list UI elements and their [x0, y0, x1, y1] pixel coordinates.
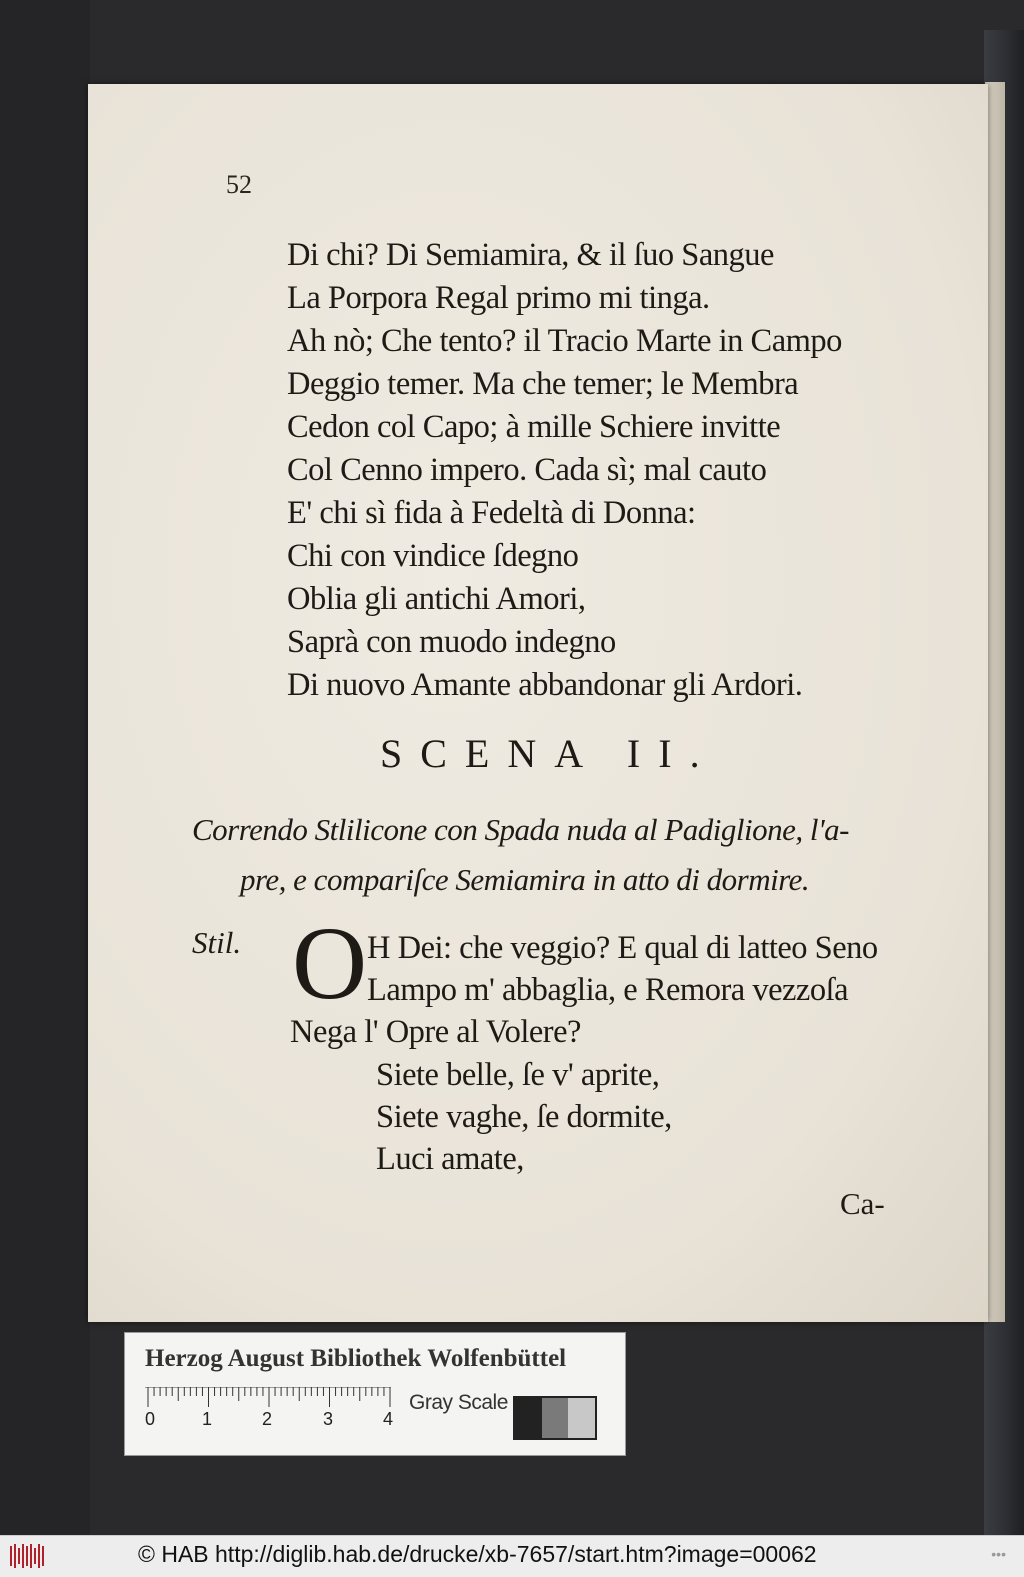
- aria-line: Siete belle, ſe v' aprite,: [376, 1057, 660, 1093]
- verse-line: Chi con vindice ſdegno: [287, 538, 579, 574]
- verse-line: Deggio temer. Ma che temer; le Membra: [287, 366, 799, 402]
- dialogue-line: H Dei: che veggio? E qual di latteo Seno: [367, 930, 878, 966]
- dialogue-line: Nega l' Opre al Volere?: [290, 1014, 581, 1050]
- verse-line: Di nuovo Amante abbandonar gli Ardori.: [287, 667, 803, 703]
- footer-bar: [0, 1535, 1024, 1577]
- catchword: Ca-: [840, 1186, 885, 1221]
- speaker-name: Stil.: [192, 925, 242, 960]
- aria-line: Siete vaghe, ſe dormite,: [376, 1099, 672, 1135]
- ruler-scale: [145, 1387, 395, 1427]
- gray-scale-label: Gray Scale: [409, 1391, 508, 1414]
- page-number: 52: [226, 170, 252, 199]
- hab-logo-icon: [8, 1542, 48, 1570]
- verse-line: Di chi? Di Semiamira, & il ſuo Sangue: [287, 237, 774, 273]
- dialogue-line: Lampo m' abbaglia, e Remora vezzoſa: [367, 972, 849, 1008]
- ruler-number: 1: [202, 1409, 213, 1427]
- verse-line: Col Cenno impero. Cada sì; mal cauto: [287, 452, 767, 488]
- gray-swatch-light: [568, 1398, 595, 1438]
- stage-direction-line: pre, e compariſce Semiamira in atto di dormire.: [240, 862, 810, 897]
- verse-line: E' chi sì fida à Fedeltà di Donna:: [287, 495, 696, 531]
- ruler-number: 2: [262, 1409, 273, 1427]
- copyright-url[interactable]: © HAB http://diglib.hab.de/drucke/xb-7657/start.htm?image=00062: [138, 1541, 817, 1567]
- stage-direction-line: Correndo Stlilicone con Spada nuda al Padiglione, l'a-: [192, 812, 849, 847]
- gray-swatches: [513, 1396, 597, 1440]
- verse-line: Cedon col Capo; à mille Schiere invitte: [287, 409, 781, 445]
- ruler-number: 3: [323, 1409, 334, 1427]
- scene-heading: SCENA II.: [380, 731, 718, 776]
- next-page-edge: [985, 82, 1005, 1322]
- verse-line: Ah nò; Che tento? il Tracio Marte in Campo: [287, 323, 842, 359]
- verse-line: Saprà con muodo indegno: [287, 624, 616, 660]
- ruler-number: 4: [383, 1409, 394, 1427]
- more-dots-icon[interactable]: •••: [991, 1546, 1006, 1562]
- verse-line: La Porpora Regal primo mi tinga.: [287, 280, 710, 316]
- drop-cap: O: [292, 906, 368, 1021]
- gray-swatch-dark: [515, 1398, 542, 1438]
- color-scale-card: [124, 1332, 626, 1456]
- verse-block: [287, 234, 842, 707]
- library-name: Herzog August Bibliothek Wolfenbüttel: [145, 1345, 567, 1372]
- aria-line: Luci amate,: [376, 1141, 524, 1177]
- background-left: [0, 0, 90, 1535]
- verse-line: Oblia gli antichi Amori,: [287, 581, 586, 617]
- gray-swatch-mid: [542, 1398, 569, 1438]
- ruler-number: 0: [145, 1409, 156, 1427]
